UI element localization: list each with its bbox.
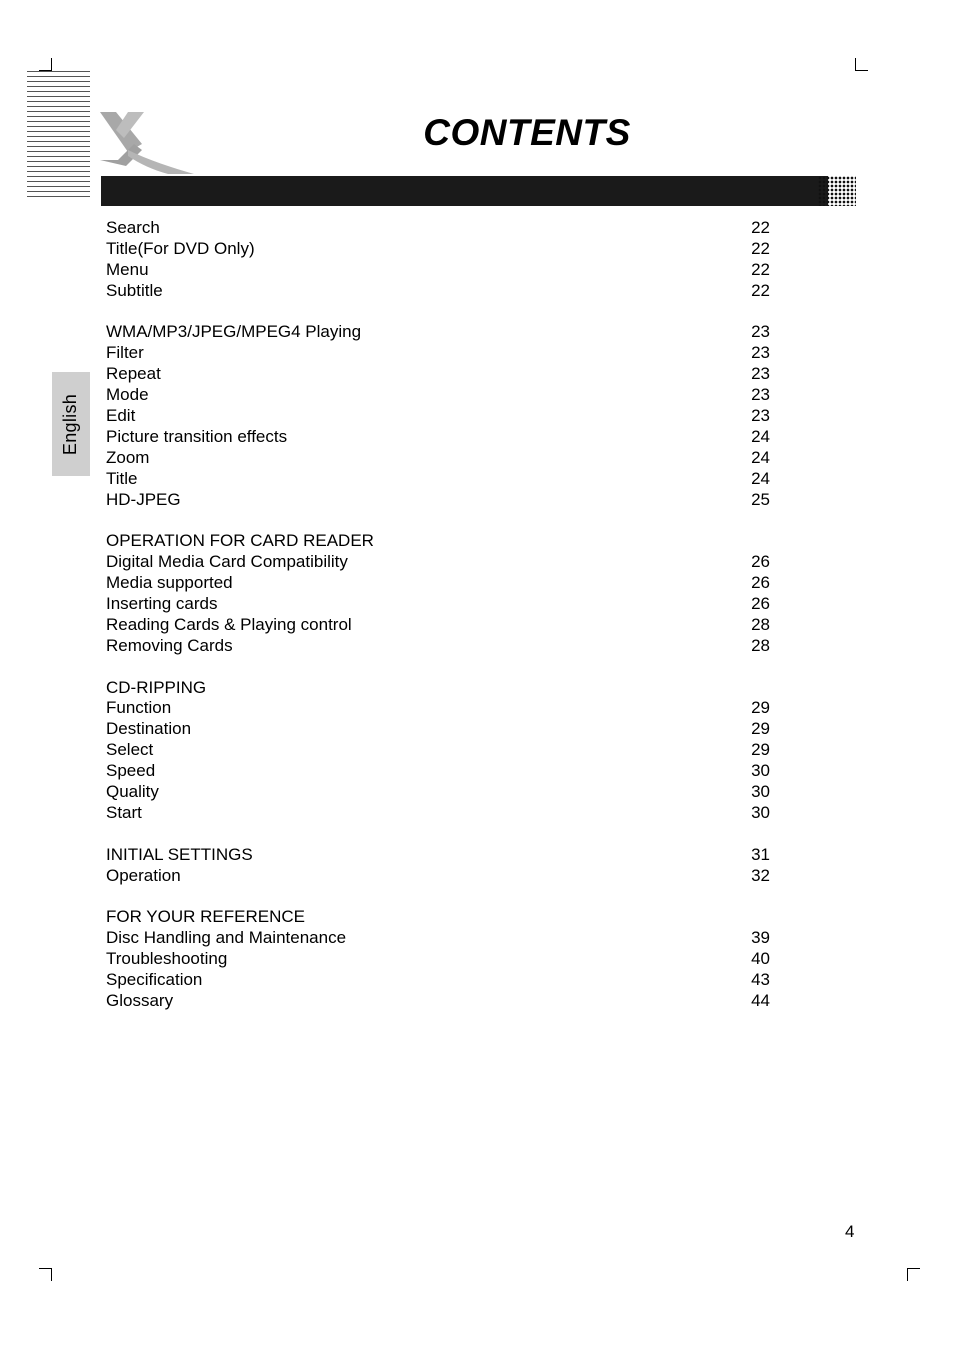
toc-entry-page: 39 xyxy=(751,928,770,948)
toc-entry[interactable] xyxy=(106,678,770,699)
toc-entry-label: INITIAL SETTINGS xyxy=(106,844,253,864)
toc-entry-label: Picture transition effects xyxy=(106,426,288,446)
toc-entry-label: Reading Cards & Playing control xyxy=(106,614,352,634)
toc-entry[interactable] xyxy=(106,427,770,448)
toc-entry-page: 24 xyxy=(751,468,770,488)
toc-entry[interactable] xyxy=(106,803,770,824)
toc-entry[interactable] xyxy=(106,343,770,364)
page-number: 4 xyxy=(845,1222,855,1241)
toc-entry[interactable] xyxy=(106,845,770,866)
toc-entry[interactable] xyxy=(106,782,770,803)
language-tab xyxy=(52,372,90,476)
toc-entry-label: Function xyxy=(106,698,172,718)
toc-entry[interactable] xyxy=(106,364,770,385)
toc-entry[interactable] xyxy=(106,866,770,887)
toc-entry-page: 23 xyxy=(751,406,770,426)
toc-entry-label: Repeat xyxy=(106,364,161,384)
toc-entry[interactable] xyxy=(106,907,770,928)
toc-entry-label: Filter xyxy=(106,343,144,363)
toc-entry-page: 29 xyxy=(751,698,770,718)
page-title: CONTENTS xyxy=(423,112,631,153)
toc-entry-label: Speed xyxy=(106,761,156,781)
toc-entry-page: 26 xyxy=(751,573,770,593)
toc-entry-label: WMA/MP3/JPEG/MPEG4 Playing xyxy=(106,322,362,342)
header-bar xyxy=(101,176,828,206)
toc-entry-label: Quality xyxy=(106,782,159,802)
toc-entry-page: 26 xyxy=(751,552,770,572)
toc-entry[interactable] xyxy=(106,469,770,490)
toc-entry-label: Media supported xyxy=(106,573,233,593)
toc-entry-label: Search xyxy=(106,218,160,237)
toc-entry-page: 22 xyxy=(751,238,770,258)
toc-entry[interactable] xyxy=(106,406,770,427)
toc-entry[interactable] xyxy=(106,761,770,782)
toc-entry[interactable] xyxy=(106,698,770,719)
toc-entry-label: Mode xyxy=(106,385,149,405)
toc-entry[interactable] xyxy=(106,636,770,657)
toc-entry[interactable] xyxy=(106,260,770,281)
toc-entry-page: 43 xyxy=(751,970,770,990)
toc-entry[interactable] xyxy=(106,949,770,970)
toc-entry-label: Disc Handling and Maintenance xyxy=(106,928,347,948)
toc-entry-page: 23 xyxy=(751,385,770,405)
toc-entry[interactable] xyxy=(106,239,770,260)
toc-entry-label: Digital Media Card Compatibility xyxy=(106,552,348,572)
toc-entry[interactable] xyxy=(106,218,770,239)
toc-entry-label: Glossary xyxy=(106,990,174,1010)
section-gap xyxy=(106,302,770,323)
toc-entry-label: Zoom xyxy=(106,447,150,467)
toc-entry-page: 32 xyxy=(751,865,770,885)
toc-entry-page: 23 xyxy=(751,364,770,384)
toc-entry[interactable] xyxy=(106,448,770,469)
toc-entry-page: 24 xyxy=(751,426,770,446)
toc-entry[interactable] xyxy=(106,490,770,511)
toc-entry-label: Title(For DVD Only) xyxy=(106,238,255,258)
toc-entry-page: 28 xyxy=(751,635,770,655)
toc-entry-page: 25 xyxy=(751,489,770,509)
toc-entry-page: 24 xyxy=(751,447,770,467)
toc-entry[interactable] xyxy=(106,594,770,615)
toc-entry-label: OPERATION FOR CARD READER xyxy=(106,531,374,551)
toc-entry-page: 44 xyxy=(751,990,770,1010)
crop-mark-top-right xyxy=(855,58,868,71)
toc-entry-page: 30 xyxy=(751,761,770,781)
toc-entry[interactable] xyxy=(106,740,770,761)
table-of-contents xyxy=(106,218,770,1012)
toc-entry-label: Removing Cards xyxy=(106,635,233,655)
toc-entry[interactable] xyxy=(106,573,770,594)
toc-entry-label: Start xyxy=(106,802,142,822)
section-gap xyxy=(106,887,770,908)
toc-entry-page: 22 xyxy=(751,280,770,300)
toc-entry-label: Select xyxy=(106,740,154,760)
language-tab-label: English xyxy=(60,393,81,455)
section-gap xyxy=(106,824,770,845)
toc-entry-page: 30 xyxy=(751,802,770,822)
toc-entry-label: Operation xyxy=(106,865,181,885)
toc-entry-label: Title xyxy=(106,468,138,488)
toc-entry-label: Subtitle xyxy=(106,280,163,300)
toc-entry-label: FOR YOUR REFERENCE xyxy=(106,907,305,927)
crop-mark-bottom-left xyxy=(39,1268,52,1281)
toc-entry-page: 23 xyxy=(751,322,770,342)
toc-entry-page: 40 xyxy=(751,949,770,969)
toc-entry-page: 26 xyxy=(751,594,770,614)
toc-entry-label: Destination xyxy=(106,719,192,739)
toc-entry-page: 29 xyxy=(751,719,770,739)
toc-entry-page: 28 xyxy=(751,614,770,634)
toc-entry-label: Troubleshooting xyxy=(106,949,228,969)
toc-entry[interactable] xyxy=(106,970,770,991)
toc-entry-page: 23 xyxy=(751,343,770,363)
toc-entry[interactable] xyxy=(106,531,770,552)
toc-entry-label: Inserting cards xyxy=(106,594,218,614)
toc-entry[interactable] xyxy=(106,281,770,302)
toc-entry-page: 29 xyxy=(751,740,770,760)
toc-entry-label: Menu xyxy=(106,259,149,279)
toc-entry[interactable] xyxy=(106,615,770,636)
toc-entry-page: 31 xyxy=(751,844,770,864)
section-gap xyxy=(106,657,770,678)
toc-entry-page: 22 xyxy=(751,218,770,237)
toc-entry[interactable] xyxy=(106,385,770,406)
toc-entry-page: 30 xyxy=(751,782,770,802)
toc-entry[interactable] xyxy=(106,322,770,343)
toc-entry[interactable] xyxy=(106,552,770,573)
toc-entry-label: Specification xyxy=(106,970,203,990)
toc-entry-label: CD-RIPPING xyxy=(106,677,207,697)
toc-entry-page: 22 xyxy=(751,259,770,279)
toc-entry[interactable] xyxy=(106,991,770,1012)
toc-entry[interactable] xyxy=(106,928,770,949)
section-gap xyxy=(106,510,770,531)
toc-entry[interactable] xyxy=(106,719,770,740)
crop-mark-top-left xyxy=(39,58,52,71)
crop-mark-bottom-right xyxy=(907,1268,920,1281)
toc-entry-label: HD-JPEG xyxy=(106,489,181,509)
toc-entry-label: Edit xyxy=(106,406,136,426)
header-dots-pattern xyxy=(818,176,856,206)
